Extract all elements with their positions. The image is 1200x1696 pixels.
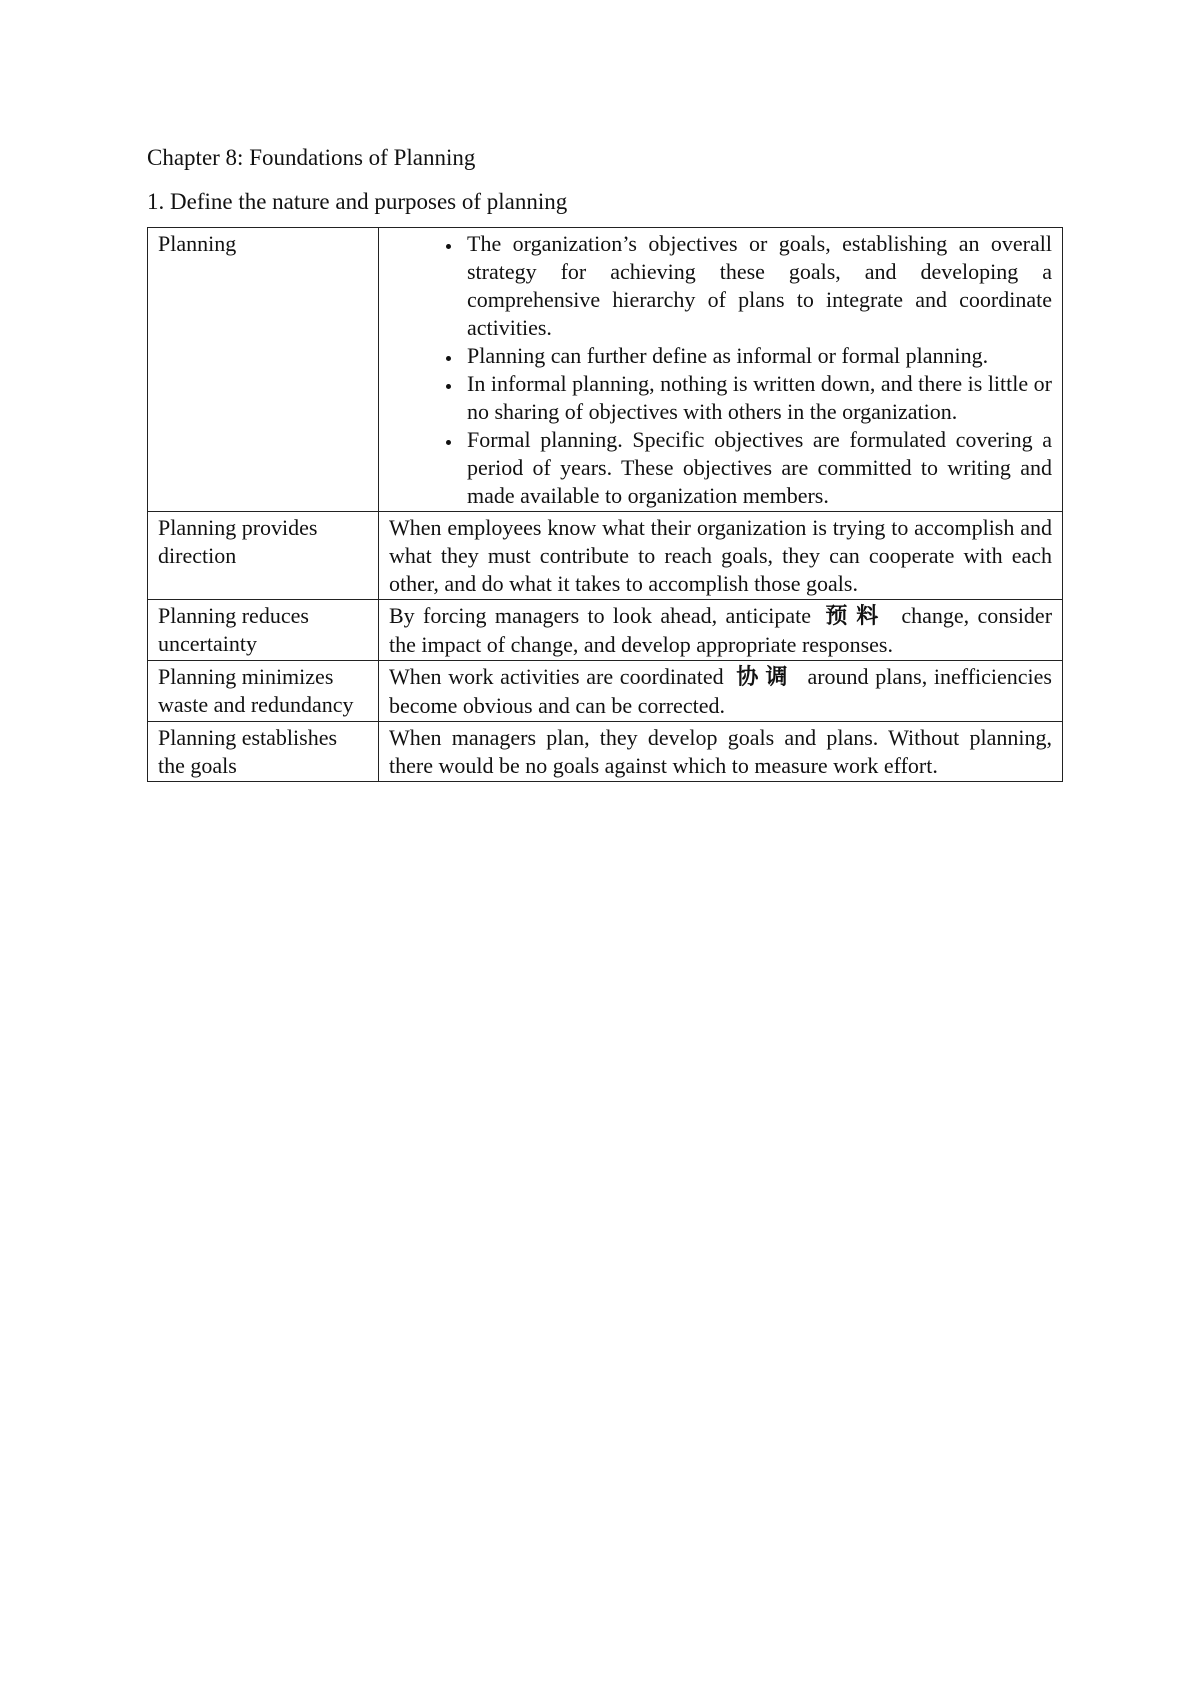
term-cell: Planning [148, 228, 379, 512]
term-cell: Planning establishes the goals [148, 722, 379, 782]
term-cell: Planning reduces uncertainty [148, 600, 379, 661]
chinese-annotation: 预料 [825, 604, 888, 629]
table-row [148, 600, 1063, 661]
table-row [148, 228, 1063, 512]
list-item: • In informal planning, nothing is written down, and there is little or no sharing of objectives with others in the organization. [463, 370, 1052, 426]
description-text: When work activities are coordinated [389, 664, 724, 689]
term-cell: Planning provides direction [148, 512, 379, 600]
term-cell: Planning minimizes waste and redundancy [148, 661, 379, 722]
list-item: • Formal planning. Specific objectives are formulated covering a period of years. These objectives are committed to writing and made available to organization members. [463, 426, 1052, 510]
chapter-title: Chapter 8: Foundations of Planning [147, 145, 476, 170]
description-text: around plans, inefficiencies become obvious and can be corrected. [389, 664, 1052, 718]
description-text: change, consider the impact of change, and develop appropriate responses. [389, 603, 1053, 657]
planning-table [147, 227, 1063, 782]
document-page [147, 140, 1063, 782]
list-item: • Planning can further define as informal or formal planning. [463, 342, 1052, 370]
description-cell [379, 661, 1063, 722]
table-row [148, 722, 1063, 782]
description-cell: When managers plan, they develop goals and plans. Without planning, there would be no goals against which to measure work effort. [379, 722, 1063, 782]
table-row [148, 512, 1063, 600]
table-row [148, 661, 1063, 722]
chinese-annotation: 协调 [736, 665, 795, 690]
section-heading: 1. Define the nature and purposes of planning [147, 189, 568, 214]
description-cell: When employees know what their organization is trying to accomplish and what they must contribute to reach goals, they can cooperate with each other, and do what it takes to accomplish those goals. [379, 512, 1063, 600]
description-text: By forcing managers to look ahead, anticipate [389, 603, 812, 628]
list-item: • The organization’s objectives or goals, establishing an overall strategy for achieving these goals, and developing a comprehensive hierarchy of plans to integrate and coordinate activities. [463, 230, 1052, 342]
description-cell [379, 600, 1063, 661]
bullet-list [389, 230, 1052, 510]
description-cell [379, 228, 1063, 512]
